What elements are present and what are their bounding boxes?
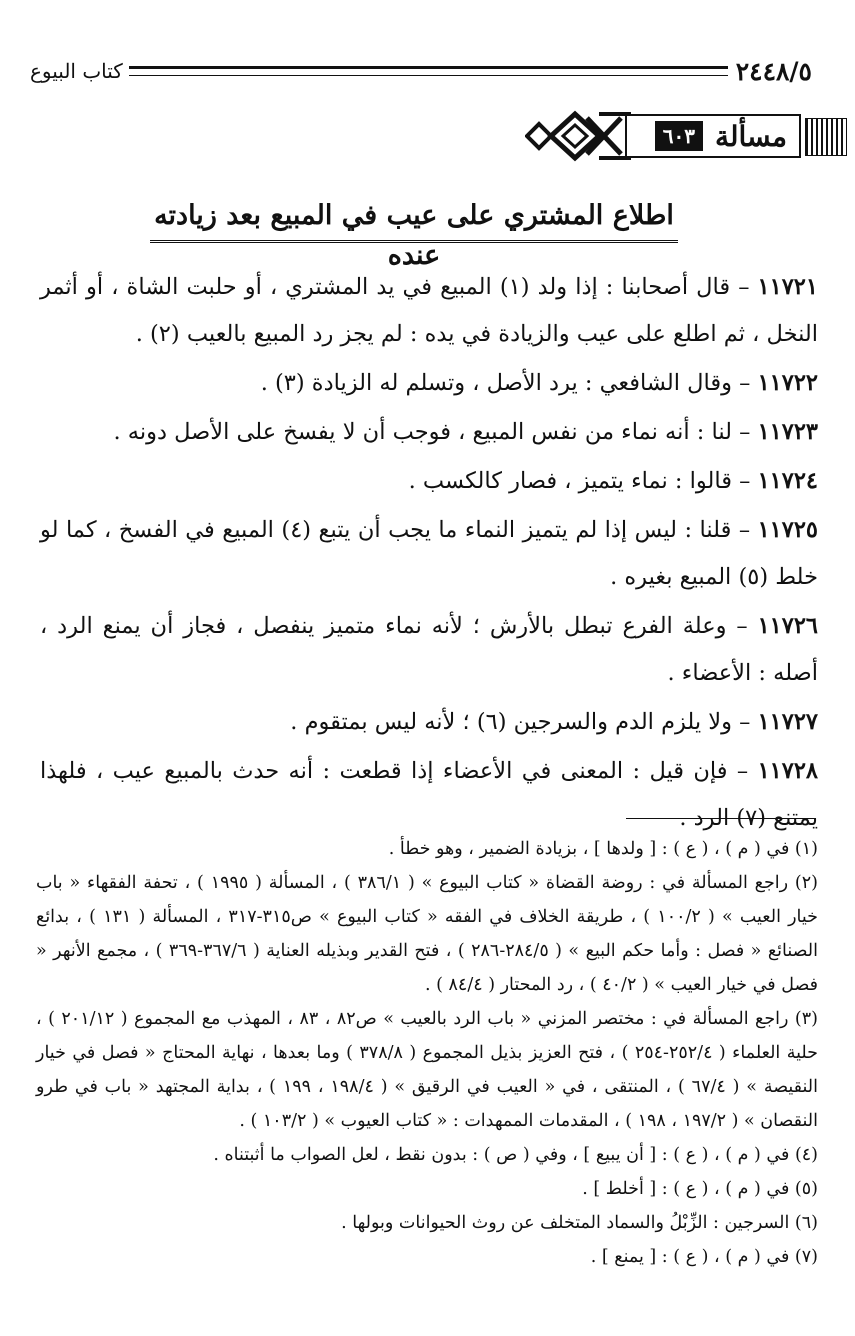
paragraph-number: ١١٧٢٣ (757, 419, 818, 445)
paragraph-number: ١١٧٢٢ (757, 370, 818, 396)
paragraph-text: – وعلة الفرع تبطل بالأرش ؛ لأنه نماء متميز ينفصل ، فجاز أن يمنع الرد ، أصله : الأعضاء . (40, 613, 818, 686)
paragraph (40, 748, 818, 842)
paragraph-number: ١١٧٢٨ (757, 758, 819, 784)
paragraph (40, 264, 818, 358)
paragraph (40, 360, 818, 407)
footnote: (٦) السرجين : الزِّبْلُ والسماد المتخلف عن روث الحيوانات وبولها . (341, 1213, 818, 1233)
paragraph-text: – قالوا : نماء يتميز ، فصار كالكسب . (408, 468, 751, 494)
paragraph-text: – وقال الشافعي : يرد الأصل ، وتسلم له الزيادة (٣) . (260, 370, 751, 396)
paragraph (40, 699, 818, 746)
paragraph (40, 458, 818, 505)
issue-number: ٦٠٣ (655, 121, 703, 151)
issue-heading-box (625, 114, 801, 158)
paragraph-number: ١١٧٢٧ (757, 709, 818, 735)
footnote: (٧) في ( م ) ، ( ع ) : [ يمنع ] . (590, 1247, 818, 1267)
paragraph-number: ١١٧٢٥ (757, 517, 819, 543)
footnote: (٢) راجع المسألة في : روضة القضاة « كتاب البيوع » ( ٣٨٦/١ ) ، المسألة ( ١٩٩٥ ) ، تحفة الفقهاء « باب خيار العيب » ( ١٠٠/٢ ) ، طريقة الخلاف في الفقه « كتاب البيوع » ص٣١٥-٣١٧ ، المسألة ( ١٣١ ) ، بدائع الصنائع « فصل : وأما حكم البيع » ( ٢٨٤/٥-٢٨٦ ) ، فتح القدير وبذيله العناية ( ٣٦٧/٦-٣٦٩ ) ، مجمع الأنهر « فصل في خيار العيب » ( ٤٠/٢ ) ، رد المحتار ( ٨٤/٤ ) . (36, 873, 818, 995)
chapter-title: اطلاع المشتري على عيب في المبيع بعد زيادته عنده (150, 196, 678, 243)
page-number: ٢٤٤٨/٥ (735, 56, 812, 86)
issue-banner (525, 110, 847, 162)
footnote: (٤) في ( م ) ، ( ع ) : [ أن يبيع ] ، وفي ( ص ) : بدون نقط ، لعل الصواب ما أثبتناه . (213, 1145, 818, 1165)
paragraph-text: – قلنا : ليس إذا لم يتميز النماء ما يجب أن يتبع (٤) المبيع في الفسخ ، كما لو خلط (٥) المبيع بغيره . (40, 517, 818, 590)
knot-ornament-icon (525, 110, 635, 162)
paragraph-text: – ولا يلزم الدم والسرجين (٦) ؛ لأنه ليس بمتقوم . (290, 709, 751, 735)
paragraph-number: ١١٧٢٦ (757, 613, 818, 639)
issue-label: مسألة (714, 119, 787, 153)
footnote: (٥) في ( م ) ، ( ع ) : [ أخلط ] . (582, 1179, 818, 1199)
paragraph (40, 409, 818, 456)
footnote: (١) في ( م ) ، ( ع ) : [ ولدها ] ، بزيادة الضمير ، وهو خطأ . (388, 839, 818, 859)
paragraph-number: ١١٧٢٤ (757, 468, 818, 494)
running-header (30, 54, 812, 88)
paragraph-text: – فإن قيل : المعنى في الأعضاء إذا قطعت : أنه حدث بالمبيع عيب ، فلهذا يمتنع (٧) الرد . (40, 758, 818, 831)
paragraph-number: ١١٧٢١ (757, 274, 818, 300)
paragraph (40, 603, 818, 697)
paragraph-text: – قال أصحابنا : إذا ولد (١) المبيع في يد المشتري ، أو حلبت الشاة ، أو أثمر النخل ، ثم اطلع على عيب والزيادة في يده : لم يجز رد المبيع بالعيب (٢) . (40, 274, 818, 347)
main-text (40, 264, 818, 844)
footnotes (36, 832, 818, 1274)
paragraph (40, 507, 818, 601)
paragraph-text: – لنا : أنه نماء من نفس المبيع ، فوجب أن لا يفسخ على الأصل دونه . (113, 419, 751, 445)
header-rule (129, 66, 728, 76)
striped-bars-ornament (805, 118, 847, 156)
footnote-separator (626, 818, 816, 819)
book-title: كتاب البيوع (30, 59, 123, 83)
footnote: (٣) راجع المسألة في : مختصر المزني « باب الرد بالعيب » ص٨٢ ، ٨٣ ، المهذب مع المجموع ( ٢٠١/١٢ ) ، حلية العلماء ( ٢٥٢/٤-٢٥٤ ) ، فتح العزيز بذيل المجموع ( ٣٧٨/٨ ) وما بعدها ، نهاية المحتاج « فصل في خيار النقيصة » ( ٦٧/٤ ) ، المنتقى ، في « العيب في الرقيق » ( ١٩٨/٤ ، ١٩٩ ) ، بداية المجتهد « باب في طرو النقصان » ( ١٩٧/٢ ، ١٩٨ ) ، المقدمات الممهدات : « كتاب العيوب » ( ١٠٣/٢ ) . (36, 1009, 818, 1131)
